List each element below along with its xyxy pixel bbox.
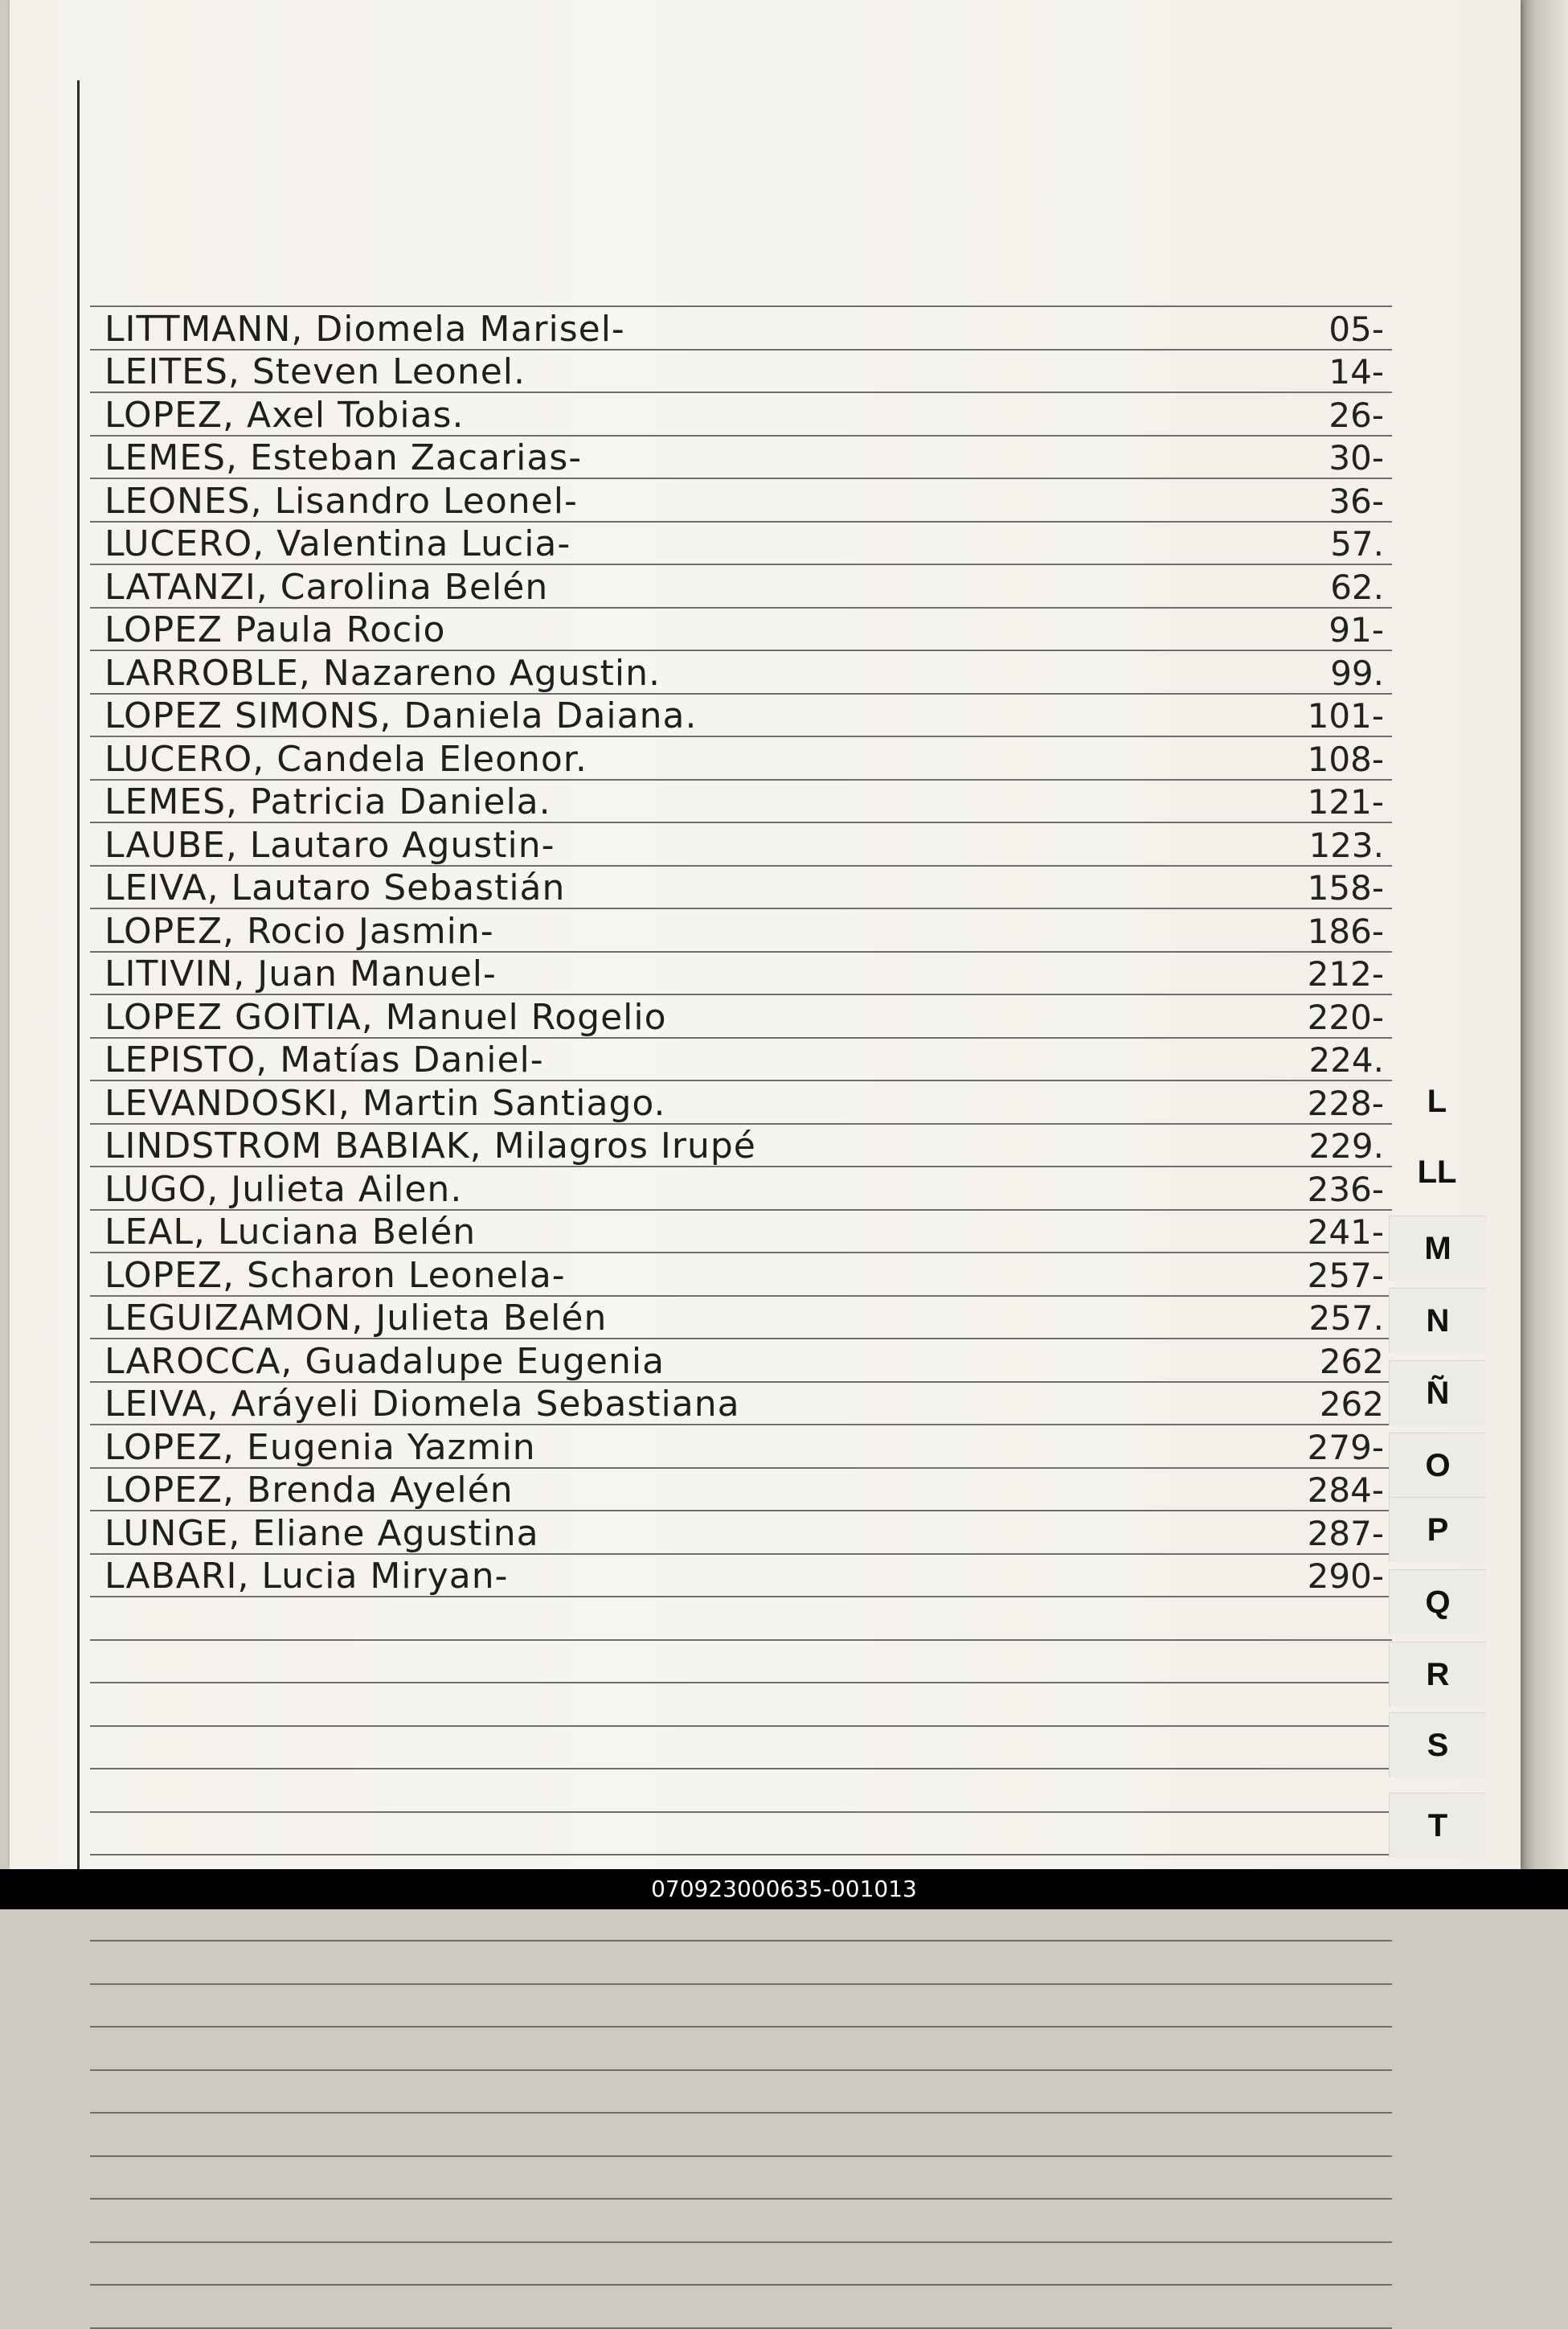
entry-number: 36- [1329,481,1384,521]
student-name: LOPEZ, Scharon Leonela- [104,1254,566,1296]
student-name: LUCERO, Candela Eleonor. [104,738,587,780]
index-tab[interactable]: Q [1389,1569,1486,1634]
ruled-line [90,2327,1392,2329]
entry-number: 99. [1330,653,1384,693]
ruled-line [90,2198,1392,2200]
student-name: LEIVA, Lautaro Sebastián [104,867,566,908]
entry-number: 241- [1307,1212,1384,1252]
student-name: LEMES, Esteban Zacarias- [104,437,583,478]
entry-number: 262 [1319,1384,1384,1424]
entry-number: 57. [1330,524,1384,564]
student-name: LINDSTROM BABIAK, Milagros Irupé [104,1126,756,1167]
student-name: LABARI, Lucia Miryan- [104,1556,509,1597]
entry-number: 228- [1307,1083,1384,1123]
index-tab[interactable]: LL [1417,1154,1457,1190]
entry-number: 121- [1307,782,1384,822]
entry-number: 108- [1307,739,1384,779]
student-name: LITIVIN, Juan Manuel- [104,953,497,994]
index-tab[interactable]: S [1389,1712,1486,1778]
ruled-line [90,2069,1392,2071]
ruled-line [90,2284,1392,2286]
ruled-line [90,305,1392,307]
entry-number: 91- [1329,610,1384,650]
entry-number: 212- [1307,954,1384,994]
entry-number: 14- [1329,352,1384,392]
entry-number: 229. [1308,1126,1384,1166]
student-name: LOPEZ Paula Rocio [104,609,446,650]
student-name: LATANZI, Carolina Belén [104,566,549,608]
student-name: LITTMANN, Diomela Marisel- [104,308,625,350]
student-name: LEPISTO, Matías Daniel- [104,1039,544,1080]
entry-number: 05- [1329,309,1384,349]
entry-number: 290- [1307,1556,1384,1596]
entry-number: 186- [1307,911,1384,951]
entry-number: 220- [1307,997,1384,1037]
entry-number: 158- [1307,868,1384,908]
index-tab[interactable]: N [1389,1288,1486,1353]
ruled-line [90,1639,1392,1641]
entry-number: 287- [1307,1513,1384,1553]
student-name: LOPEZ, Eugenia Yazmin [104,1426,536,1468]
student-name: LARROBLE, Nazareno Agustin. [104,652,661,694]
student-name: LAUBE, Lautaro Agustin- [104,824,555,866]
ruled-line [90,1854,1392,1855]
student-name: LOPEZ, Rocio Jasmin- [104,910,494,952]
student-name: LEMES, Patricia Daniela. [104,781,551,822]
ruled-line [90,1725,1392,1727]
ruled-line [90,1983,1392,1985]
index-tab[interactable]: M [1389,1216,1486,1281]
student-name: LOPEZ SIMONS, Daniela Daiana. [104,695,698,736]
margin-line [77,80,80,1869]
student-name: LEVANDOSKI, Martin Santiago. [104,1082,666,1124]
page-edge-shadow [1521,0,1568,1869]
ruled-line [90,2026,1392,2028]
ruled-line [90,1940,1392,1942]
student-name: LOPEZ, Brenda Ayelén [104,1470,514,1511]
ruled-line [90,2241,1392,2243]
entry-number: 236- [1307,1169,1384,1209]
student-name: LOPEZ GOITIA, Manuel Rogelio [104,996,667,1038]
ruled-line [90,1682,1392,1683]
entry-number: 262 [1319,1341,1384,1381]
entry-number: 62. [1330,567,1384,607]
index-tab[interactable]: R [1389,1642,1486,1707]
student-name: LEIVA, Aráyeli Diomela Sebastiana [104,1384,740,1425]
ruled-line [90,2112,1392,2114]
index-tab[interactable]: Ñ [1389,1360,1486,1425]
document-id-footer: 070923000635-001013 [0,1869,1568,1909]
student-name: LEAL, Luciana Belén [104,1212,477,1253]
student-name: LAROCCA, Guadalupe Eugenia [104,1340,665,1382]
entry-number: 284- [1307,1470,1384,1510]
student-name: LUNGE, Eliane Agustina [104,1512,539,1554]
entry-number: 224. [1308,1040,1384,1080]
index-tab[interactable]: O [1389,1433,1486,1498]
student-name: LUCERO, Valentina Lucia- [104,523,571,564]
entry-number: 257- [1307,1255,1384,1295]
entry-number: 257. [1308,1298,1384,1338]
index-tab[interactable]: T [1389,1793,1486,1858]
student-name: LUGO, Julieta Ailen. [104,1168,463,1210]
ruled-line [90,1811,1392,1813]
ledger-page [10,0,1521,1869]
alphabet-index [1389,1069,1485,1869]
entry-number: 101- [1307,696,1384,736]
entry-number: 123. [1308,825,1384,865]
index-tab[interactable]: P [1389,1497,1486,1562]
student-name: LEGUIZAMON, Julieta Belén [104,1298,608,1339]
entry-number: 279- [1307,1427,1384,1467]
entry-number: 30- [1329,438,1384,478]
entry-number: 26- [1329,395,1384,435]
index-tab[interactable]: L [1427,1083,1447,1119]
ruled-line [90,1768,1392,1769]
student-name: LEONES, Lisandro Leonel- [104,480,578,522]
student-name: LEITES, Steven Leonel. [104,351,526,392]
ruled-line [90,2155,1392,2157]
student-name: LOPEZ, Axel Tobias. [104,394,465,436]
